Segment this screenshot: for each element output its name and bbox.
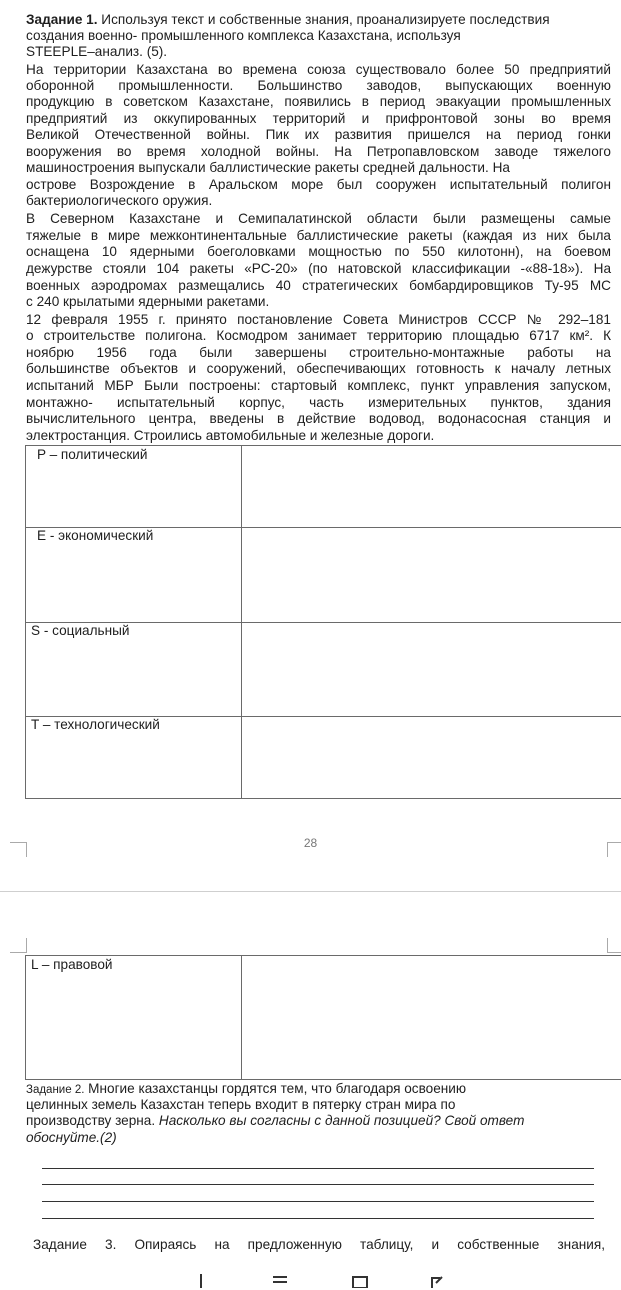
paragraph-line: оборонной промышленности. Большинство заводов, выпускающих военную xyxy=(26,78,611,93)
page-number: 28 xyxy=(303,836,318,850)
task2-line: производству зерна. Насколько вы согласны с данной позицией? Свой ответ xyxy=(26,1113,525,1128)
paragraph-line: продукцию в советском Казахстане, появились в период эвакуации промышленных xyxy=(26,94,611,109)
page-corner-mark xyxy=(607,938,621,953)
paragraph-line: тяжелые в мире межконтинентальные баллистические ракеты (каждая из них была xyxy=(26,228,611,243)
answer-cell-political[interactable] xyxy=(246,449,616,523)
paragraph-line: монтажно- испытательный корпус, часть измерительных пунктов, здания xyxy=(26,395,611,410)
page-separator xyxy=(0,891,621,892)
page-corner-mark xyxy=(10,938,27,953)
paragraph-line: с 240 крылатыми ядерными ракетами. xyxy=(26,294,270,309)
answer-cell-legal[interactable] xyxy=(246,959,616,1075)
paragraph-line: машиностроения выпускали баллистические ракеты средней дальности. На xyxy=(26,160,510,175)
row-label-technological: T – технологический xyxy=(31,717,160,732)
paragraph-line: о строительстве полигона. Космодром занимает территорию площадью 6717 км². К xyxy=(26,328,611,343)
row-label-economic: E - экономический xyxy=(37,528,154,543)
task2-line: обоснуйте.(2) xyxy=(26,1130,117,1145)
paragraph-line: В Северном Казахстане и Семипалатинской области были размещены самые xyxy=(26,211,611,226)
table-column-divider xyxy=(241,955,242,1080)
answer-line[interactable] xyxy=(42,1168,594,1169)
paragraph-line: На территории Казахстана во времена союза существовало более 50 предприятий xyxy=(26,62,611,77)
task3-line: Задание 3. Опираясь на предложенную таблицу, и собственные знания, xyxy=(33,1237,605,1252)
answer-line[interactable] xyxy=(42,1201,594,1202)
list-icon[interactable] xyxy=(272,1274,288,1288)
paragraph-line: бактериологического оружия. xyxy=(26,193,213,208)
paragraph-line: большинстве объектов и сооружений, обеспечивающих готовность к началу летных xyxy=(26,361,611,376)
paragraph-line: острове Возрождение в Аральском море был сооружен испытательный полигон xyxy=(26,177,611,192)
paragraph-line: дежурстве стояли 104 ракеты «РС-20» (по натовской классификации -«88-18»). На xyxy=(26,261,611,276)
task1-line: создания военно- промышленного комплекса Казахстана, используя xyxy=(26,28,461,43)
paragraph-line: испытаний МБР Были построены: стартовый комплекс, пункт управления запуском, xyxy=(26,378,611,393)
paragraph-line: электростанция. Строились автомобильные и железные дороги. xyxy=(26,428,435,443)
paragraph-line: 12 февраля 1955 г. принято постановление Совета Министров СССР № 292–181 xyxy=(26,312,611,327)
answer-line[interactable] xyxy=(42,1218,594,1219)
bottom-toolbar xyxy=(0,1262,621,1288)
task1-heading: Задание 1. Используя текст и собственные знания, проанализируете последствия xyxy=(26,12,550,27)
paragraph-line: Великой Отечественной войны. Пик их развития пришелся на период гонки xyxy=(26,127,611,142)
edit-icon[interactable] xyxy=(430,1274,446,1288)
paragraph-line: ноябрю 1956 года были завершены строительно-монтажные работы на xyxy=(26,345,611,360)
paragraph-line: предприятий из оккупированных территорий и прифронтовой зоны во время xyxy=(26,111,611,126)
task2-line: целинных земель Казахстан теперь входит в пятерку стран мира по xyxy=(26,1097,456,1112)
task2-line: Задание 2. Многие казахстанцы гордятся тем, что благодаря освоению xyxy=(26,1081,467,1096)
answer-line[interactable] xyxy=(42,1184,594,1185)
row-label-political: P – политический xyxy=(37,447,148,462)
answer-cell-technological[interactable] xyxy=(246,719,616,795)
paragraph-line: оснащена 10 ядерными боеголовками мощностью по 550 килотонн), на боевом xyxy=(26,244,611,259)
pen-icon[interactable] xyxy=(193,1274,209,1288)
image-icon[interactable] xyxy=(352,1274,368,1288)
paragraph-line: военных аэродромах размещались 40 стратегических бомбардировщиков Ту-95 МС xyxy=(26,278,611,293)
answer-cell-social[interactable] xyxy=(246,625,616,713)
task1-line: STEEPLE–анализ. (5). xyxy=(26,44,168,59)
answer-cell-economic[interactable] xyxy=(246,530,616,618)
row-label-social: S - социальный xyxy=(31,623,130,638)
row-label-legal: L – правовой xyxy=(31,957,113,972)
paragraph-line: вооружения во время холодной войны. На Петропавловском заводе тяжелого xyxy=(26,144,611,159)
paragraph-line: вычислительного центра, введены в действие водовод, водонасосная станция и xyxy=(26,411,611,426)
